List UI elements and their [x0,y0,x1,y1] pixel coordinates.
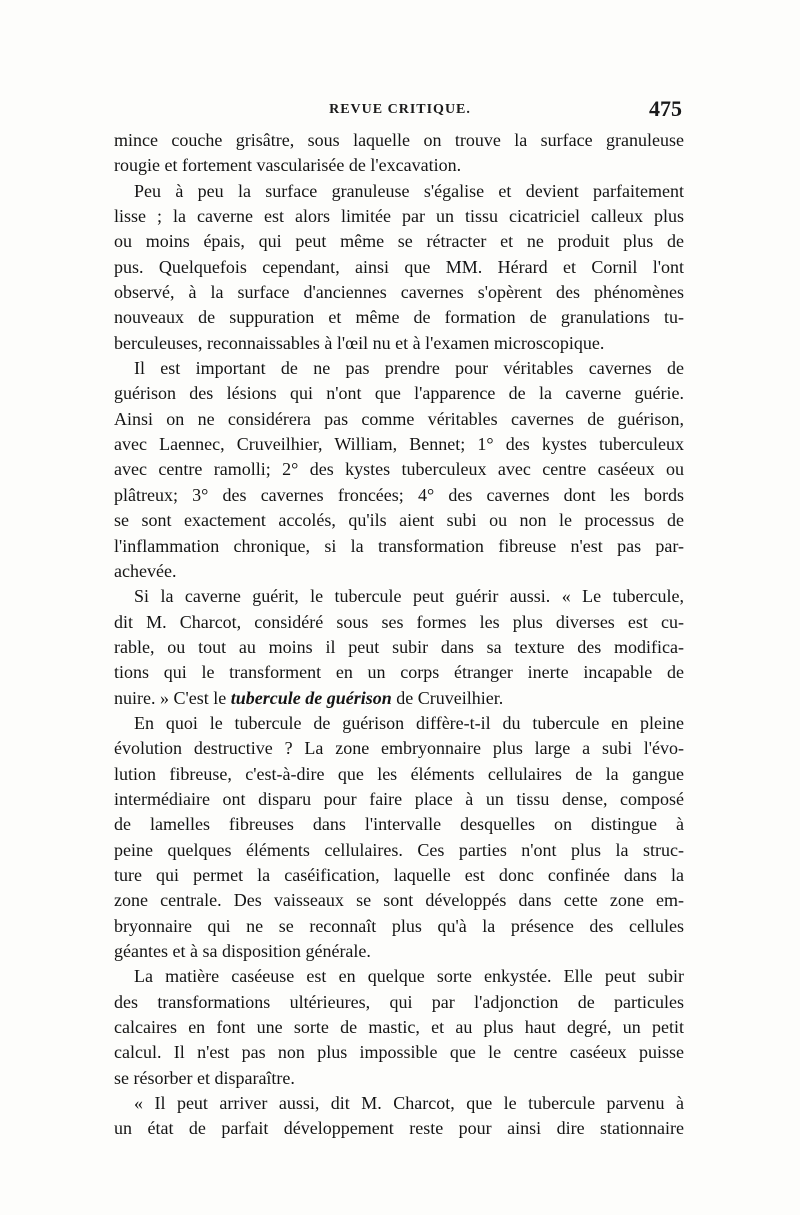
text-line: rable, ou tout au moins il peut subir dans sa texture des modifica- [114,636,684,657]
text-line: Ainsi on ne considérera pas comme véritables cavernes de guérison, [114,408,684,429]
text-line: lution fibreuse, c'est-à-dire que les éléments cellulaires de la gangue [114,763,684,784]
text-line: nouveaux de suppuration et même de formation de granulations tu- [114,307,684,328]
text-line: intermédiaire ont disparu pour faire place à un tissu dense, composé [114,788,684,809]
text-line: calcul. Il n'est pas non plus impossible que le centre caséeux puisse [114,1042,684,1063]
text-line: se sont exactement accolés, qu'ils aient subi ou non le processus de [114,510,684,531]
text-line: un état de parfait développement reste pour ainsi dire stationnaire [114,1118,684,1139]
text-segment: de Cruveilhier. [396,687,504,708]
text-line: guérison des lésions qui n'ont que l'apparence de la caverne guérie. [114,383,684,404]
text-line: tions qui le transforment en un corps étranger inerte incapable de [114,662,684,683]
text-line: En quoi le tubercule de guérison diffère-t-il du tubercule en pleine [134,712,684,733]
text-line: zone centrale. Des vaisseaux se sont développés dans cette zone em- [114,890,684,911]
text-line: géantes et à sa disposition générale. [114,941,371,961]
text-line: lisse ; la caverne est alors limitée par un tissu cicatriciel calleux plus [114,206,684,227]
text-line: Peu à peu la surface granuleuse s'égalise et devient parfaitement [134,180,684,201]
text-line: bryonnaire qui ne se reconnaît plus qu'à la présence des cellules [114,915,684,936]
page-number: 475 [649,96,682,121]
text-line: peine quelques éléments cellulaires. Ces parties n'ont plus la struc- [114,839,684,860]
text-segment: nuire. » C'est le [114,687,227,708]
text-line: mince couche grisâtre, sous laquelle on trouve la surface granuleuse [114,130,684,150]
text-line: Si la caverne guérit, le tubercule peut guérir aussi. « Le tubercule, [134,586,684,607]
text-line: La matière caséeuse est en quelque sorte enkystée. Elle peut subir [134,966,684,987]
text-line: des transformations ultérieures, qui par l'adjonction de particules [114,991,684,1012]
page-header [118,98,682,124]
text-line: l'inflammation chronique, si la transformation fibreuse n'est pas par- [114,535,684,556]
text-line: berculeuses, reconnaissables à l'œil nu et à l'examen microscopique. [114,332,605,353]
text-line: avec centre ramolli; 2° des kystes tuberculeux avec centre caséeux ou [114,459,684,480]
text-line: rougie et fortement vascularisée de l'excavation. [114,155,462,176]
text-line [114,686,684,711]
text-line: observé, à la surface d'anciennes cavernes s'opèrent des phénomènes [114,282,684,303]
italic-term: tubercule de guérison [230,687,392,708]
body-text [114,128,684,1142]
running-head: REVUE CRITIQUE. [329,102,471,117]
text-line: plâtreux; 3° des cavernes froncées; 4° des cavernes dont les bords [114,484,684,505]
text-line: Il est important de ne pas prendre pour véritables cavernes de [134,358,684,379]
text-line: se résorber et disparaître. [114,1067,295,1088]
text-line: dit M. Charcot, considéré sous ses formes les plus diverses est cu- [114,611,684,632]
text-line: « Il peut arriver aussi, dit M. Charcot, que le tubercule parvenu à [134,1093,684,1114]
text-line: évolution destructive ? La zone embryonnaire plus large a subi l'évo- [114,738,684,759]
text-line: de lamelles fibreuses dans l'intervalle desquelles on distingue à [114,814,684,835]
text-line: ou moins épais, qui peut même se rétracter et ne produit plus de [114,231,684,252]
text-line: achevée. [114,560,177,581]
text-line: calcaires en font une sorte de mastic, et au plus haut degré, un petit [114,1017,684,1038]
text-line: avec Laennec, Cruveilhier, William, Bennet; 1° des kystes tuberculeux [114,434,684,455]
text-line: ture qui permet la caséification, laquelle est donc confinée dans la [114,864,684,885]
text-line: pus. Quelquefois cependant, ainsi que MM. Hérard et Cornil l'ont [114,256,684,277]
